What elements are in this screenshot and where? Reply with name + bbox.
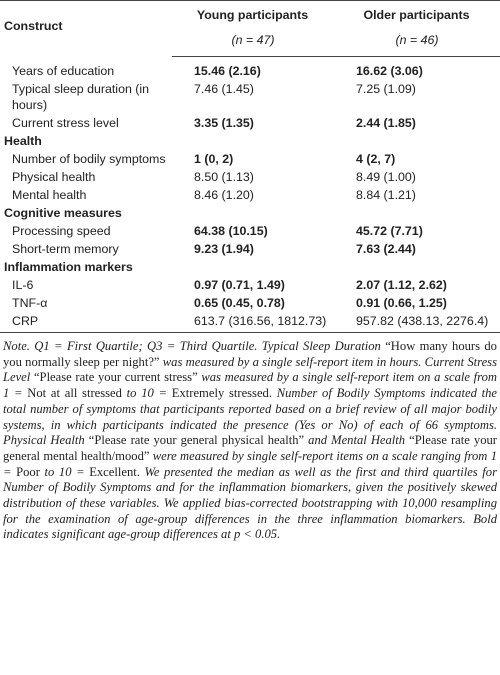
young-value: 9.23 (1.94): [194, 242, 254, 256]
note-segment: Note. Q1 = First Quartile; Q3 = Third Quartile. Typical Sleep Duration: [3, 339, 386, 353]
young-value: 15.46 (2.16): [194, 64, 261, 78]
construct-label: Years of education: [12, 64, 115, 78]
older-value: 45.72 (7.71): [356, 224, 423, 238]
young-value: 64.38 (10.15): [194, 224, 268, 238]
young-group-header: Young participants: [172, 1, 334, 25]
table-row: [0, 313, 500, 333]
construct-label: Processing speed: [12, 224, 111, 238]
table-row: [0, 277, 500, 295]
young-value: 8.46 (1.20): [194, 188, 254, 202]
construct-label: TNF-α: [12, 296, 48, 310]
young-n: (n = 47): [172, 24, 334, 57]
older-value: 2.44 (1.85): [356, 116, 416, 130]
young-value: 613.7 (316.56, 1812.73): [172, 313, 334, 333]
construct-label: CRP: [0, 313, 172, 333]
construct-label: Typical sleep duration (in hours): [12, 82, 150, 112]
note-segment: Poor: [16, 464, 45, 479]
older-value: 0.91 (0.66, 1.25): [356, 296, 447, 310]
note-segment: Number of Bodily Symptoms indicated the total number of symptoms that participants reported based on a brief review of all major bodily systems, in which participants indicated the presence (Yes or No) of each of 66 symptoms. Physical Health: [3, 386, 497, 448]
table-row: [0, 115, 500, 133]
young-value: 7.46 (1.45): [194, 82, 254, 96]
construct-label: Physical health: [12, 170, 96, 184]
note-segment: Excellent.: [89, 464, 145, 479]
older-group-header: Older participants: [334, 1, 500, 25]
construct-label: Mental health: [12, 188, 87, 202]
table-row: [0, 241, 500, 259]
young-value: 8.50 (1.13): [194, 170, 254, 184]
construct-label: IL-6: [12, 278, 34, 292]
table-row: [0, 223, 500, 241]
older-value: 7.25 (1.09): [356, 82, 416, 96]
table-row: [0, 151, 500, 169]
note-segment: “Please rate your general physical health”: [88, 433, 309, 448]
young-value: 3.35 (1.35): [194, 116, 254, 130]
table-row: [0, 81, 500, 115]
note-segment: to 10 =: [126, 386, 172, 401]
older-n: (n = 46): [334, 24, 500, 57]
note-segment: to 10 =: [44, 464, 90, 479]
table-row: [0, 187, 500, 205]
older-value: 16.62 (3.06): [356, 64, 423, 78]
older-value: 8.84 (1.21): [356, 188, 416, 202]
table-row: [0, 63, 500, 81]
note-segment: “Please rate your general mental health/mood”: [3, 433, 497, 463]
construct-label: Current stress level: [12, 116, 119, 130]
older-value: 4 (2, 7): [356, 152, 396, 166]
table-body: [0, 63, 500, 333]
older-value: 2.07 (1.12, 2.62): [356, 278, 447, 292]
section-label: Cognitive measures: [4, 206, 122, 220]
note-segment: Not at all stressed: [27, 386, 127, 401]
young-value: 0.97 (0.71, 1.49): [194, 278, 285, 292]
table-note: [3, 339, 497, 543]
note-segment: “How many hours do you normally sleep per night?”: [3, 339, 497, 369]
construct-label: Short-term memory: [12, 242, 119, 256]
note-segment: “Please rate your current stress”: [33, 370, 202, 385]
table-row: [0, 295, 500, 313]
note-segment: was measured by a single self-report item on a scale from 1 =: [3, 370, 498, 401]
construct-label: Number of bodily symptoms: [12, 152, 166, 166]
participant-characteristics-table: [0, 0, 500, 333]
construct-header: Construct: [0, 1, 172, 57]
header-row: [0, 1, 500, 25]
section-header-row: [0, 205, 500, 223]
young-value: 1 (0, 2): [194, 152, 234, 166]
note-segment: was measured by a single self-report item in hours. Current Stress Level: [3, 354, 497, 385]
note-segment: were measured by single self-report items on a scale ranging from 1 =: [3, 448, 497, 479]
note-segment: Extremely stressed.: [171, 386, 277, 401]
table-row: [0, 169, 500, 187]
note-segment: We presented the median as well as the first and third quartiles for Number of Bodily Symptoms and for the inflammation biomarkers, given the positively skewed distribution of these variables. We applied bias-corrected bootstrapping with 10,000 resampling for the examination of age-group differences in the three inflammation biomarkers. Bold indicates significant age-group differences at p < 0.05.: [3, 464, 497, 542]
older-value: 8.49 (1.00): [356, 170, 416, 184]
section-label: Health: [4, 134, 42, 148]
older-value: 957.82 (438.13, 2276.4): [334, 313, 500, 333]
note-segment: and Mental Health: [308, 433, 410, 448]
section-header-row: [0, 133, 500, 151]
young-value: 0.65 (0.45, 0.78): [194, 296, 285, 310]
section-label: Inflammation markers: [4, 260, 133, 274]
section-header-row: [0, 259, 500, 277]
older-value: 7.63 (2.44): [356, 242, 416, 256]
